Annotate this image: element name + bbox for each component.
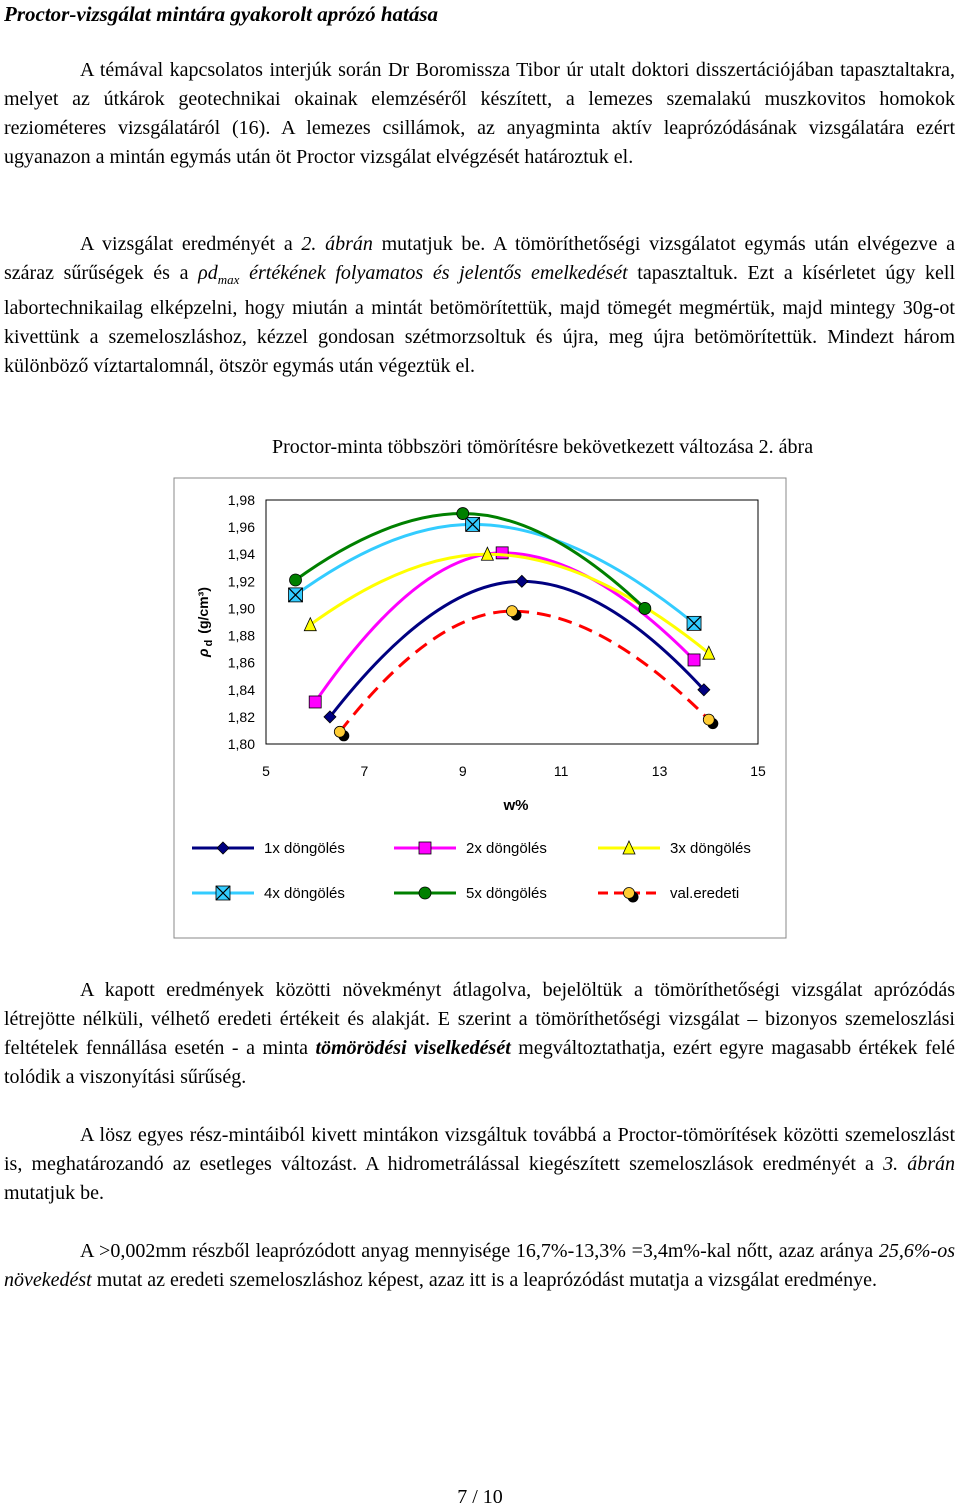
max-subscript: max [217,272,240,287]
y-axis-label-rho: ρ [195,648,211,657]
paragraph-3 [4,976,955,1092]
paragraph-5-text-a: A >0,002mm részből leaprózódott anyag mennyisége 16,7%-13,3% =3,4m%-kal nőtt, azaz aránya [80,1240,879,1262]
data-point [457,508,469,520]
y-axis-ticks [228,492,255,752]
chart-legend [192,840,751,903]
x-tick-label: 11 [553,763,569,779]
series-layer [289,508,719,742]
legend-label: 5x döngölés [466,885,547,902]
paragraph-3-emphasis: tömörödési viselkedését [315,1037,511,1059]
y-tick-label: 1,98 [227,492,255,508]
data-point [334,726,349,741]
legend-label: val.eredeti [670,885,740,902]
y-tick-label: 1,88 [227,627,255,644]
y-tick-label: 1,84 [227,681,255,698]
data-point [304,618,316,631]
paragraph-4-text-a: A lösz egyes rész-mintáiból kivett mintákon vizsgáltuk továbbá a Proctor-tömörítések közötti szemeloszlást is, meghatározandó az esetleges változást. A hidrometrálással kiegészített szemeloszlások eredményét a [4,1124,955,1175]
legend-label: 4x döngölés [264,885,345,902]
legend-marker [419,887,431,899]
y-tick-label: 1,90 [227,600,255,617]
x-tick-label: 7 [360,763,369,779]
figure-reference: 2. ábrán [301,233,373,255]
marker-dot [334,726,345,737]
data-point [639,602,651,614]
y-tick-label: 1,82 [227,708,255,725]
legend-item-1 [192,840,345,857]
figure-caption: Proctor-minta többszöri tömörítésre bekövetkezett változása 2. ábra [272,436,814,458]
x-axis-ticks [262,763,766,779]
legend-item-4 [192,885,345,902]
paragraph-4 [4,1121,955,1208]
legend-marker [217,842,229,854]
page-number: 7 / 10 [457,1486,503,1508]
marker-dot [507,606,518,617]
data-point [496,547,508,559]
x-tick-label: 5 [262,763,270,779]
data-point [516,575,528,587]
legend-marker [624,888,639,903]
x-tick-label: 9 [458,763,467,779]
legend-label: 1x döngölés [264,840,345,857]
legend-item-2 [394,840,547,857]
figure-3-reference: 3. ábrán [883,1153,955,1175]
y-axis-label-sub: d [203,639,215,647]
plot-area [266,500,758,744]
data-point [466,517,480,531]
paragraph-3-text-a: A kapott eredmények közötti növekményt átlagolva, bejelöltük a tömöríthetőségi vizsgálat aprózódás létrejötte nélküli, vélhető eredeti értékeit és alakját. E szerint a tömöríthetőségi vizsgálat – bizonyos szemeloszlási feltételek fennállása esetén - a minta [4,979,955,1059]
y-tick-label: 1,92 [227,573,255,590]
series-2 [309,547,700,708]
data-point [290,574,302,586]
series-line [340,611,709,732]
paragraph-2-text-b: mutatjuk be. A tömöríthetőségi vizsgálatot egymás után elvégezve a száraz sűrűségek és a [4,233,955,284]
x-tick-label: 13 [651,763,668,779]
data-point [687,616,701,630]
data-point [688,654,700,666]
paragraph-3-text-b: megváltoztathatja, ezért egyre magasabb értékek felé tolódik a viszonyítási sűrűség. [4,1037,956,1088]
y-tick-label: 1,80 [227,736,255,752]
legend-label: 3x döngölés [670,840,751,857]
series-6 [334,606,718,742]
y-tick-label: 1,94 [227,546,255,563]
legend-label: 2x döngölés [466,840,547,857]
y-axis-label [195,587,215,658]
y-tick-label: 1,96 [227,519,255,536]
paragraph-2-text-a: A vizsgálat eredményét a [80,233,302,255]
data-point [289,588,303,602]
x-axis-label: w% [503,797,529,814]
legend-item-3 [598,840,751,857]
page-heading: Proctor-vizsgálat mintára gyakorolt aprózó hatása [4,2,439,26]
series-1 [324,575,710,723]
legend-marker [216,886,230,900]
legend-item-5 [394,885,547,902]
y-axis-label-unit: (g/cm³) [195,587,211,634]
marker-dot [703,714,714,725]
data-point [309,696,321,708]
y-tick-label: 1,86 [227,654,255,671]
paragraph-5 [4,1237,955,1295]
legend-marker [419,842,431,854]
legend-item-6 [598,885,739,903]
marker-dot [624,888,635,899]
x-tick-label: 15 [750,763,766,779]
paragraph-5-text-b: mutat az eredeti szemeloszláshoz képest, azaz itt is a leaprózódást mutatja a vizsgálat eredménye. [91,1269,877,1291]
data-point [703,714,718,729]
paragraph-2-italic: értékének folyamatos és jelentős emelkedését [239,262,628,284]
series-line [330,581,704,717]
rho-d-symbol: ρd [198,262,218,284]
paragraph-2-text-c: tapasztaltuk. Ezt a kísérletet úgy kell labortechnikailag elképzelni, hogy miután a mintát betömörítettük, majd tömegét megmértük, majd mintegy 30g-ot kivettünk a szemeloszláshoz, kézzel gondosan szétmorzsoltuk és újra, meg újra betömörítettük. Mindezt három különböző víztartalomnál, ötször egymás után végeztük el. [4,262,956,377]
paragraph-1-text: A témával kapcsolatos interjúk során Dr Boromissza Tibor úr utalt doktori disszertációjában tapasztaltakra, melyet az útkárok geotechnikai okainak elemzéséről készített, a lemezes szemalakú muszkovitos homokok reziométeres vizsgálatáról (16). A lemezes csillámok, az anyagminta aktív leaprózódásának vizsgálatára ezért ugyanazon a mintán egymás után öt Proctor vizsgálat elvégzését határoztuk el. [4,59,955,168]
paragraph-5-italic: 25,6%-os növekedést [4,1240,955,1291]
paragraph-4-text-b: mutatjuk be. [4,1182,104,1204]
data-point [507,606,522,621]
